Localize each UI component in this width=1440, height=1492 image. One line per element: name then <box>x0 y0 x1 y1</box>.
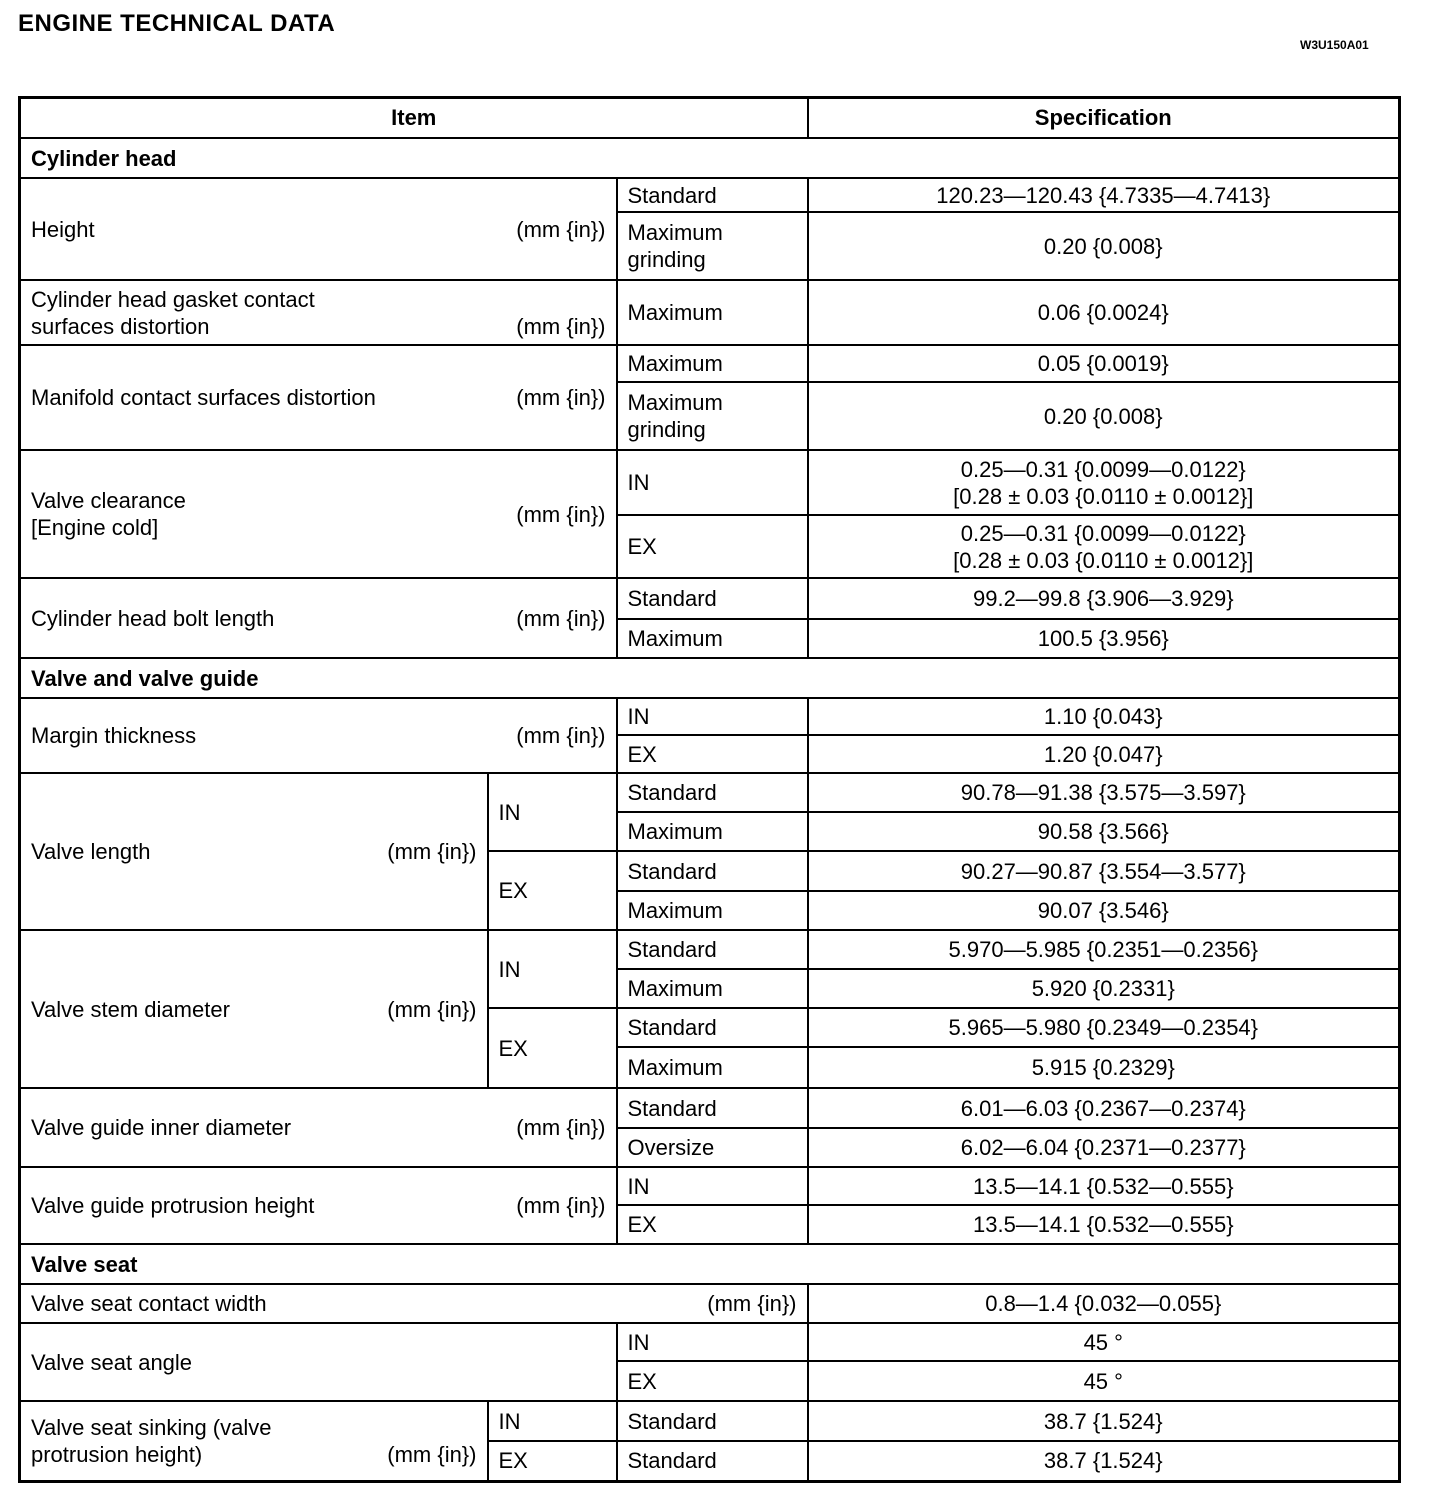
condition-label: EX <box>617 735 808 773</box>
item-label: Cylinder head bolt length <box>31 605 275 631</box>
spec-value: 38.7 {1.524} <box>808 1401 1400 1441</box>
spec-value: 5.970—5.985 {0.2351—0.2356} <box>808 930 1400 969</box>
item-height <box>20 178 617 280</box>
section-cylinder-head: Cylinder head <box>20 138 1400 178</box>
spec-value: 0.20 {0.008} <box>808 212 1400 280</box>
condition-label: Standard <box>617 930 808 969</box>
item-seat-sinking <box>20 1401 488 1481</box>
item-valve-length <box>20 773 488 930</box>
header-spec: Specification <box>808 98 1400 139</box>
item-manifold <box>20 345 617 450</box>
spec-value: 0.25—0.31 {0.0099—0.0122} [0.28 ± 0.03 {0.0110 ± 0.0012}] <box>808 515 1400 578</box>
unit-label: (mm {in}) <box>516 1193 606 1218</box>
unit-label: (mm {in}) <box>387 839 477 864</box>
condition-label: Maximum <box>617 619 808 658</box>
condition-label: Maximum <box>617 1047 808 1088</box>
spec-value: 0.25—0.31 {0.0099—0.0122} [0.28 ± 0.03 {0.0110 ± 0.0012}] <box>808 450 1400 515</box>
side-label: EX <box>488 1008 617 1088</box>
item-label: Margin thickness <box>31 723 197 748</box>
condition-label: Standard <box>617 1088 808 1128</box>
condition-label: IN <box>617 450 808 515</box>
spec-value: 45 ° <box>808 1361 1400 1401</box>
item-gasket <box>20 280 617 345</box>
header-item: Item <box>20 98 808 139</box>
spec-value: 5.915 {0.2329} <box>808 1047 1400 1088</box>
item-label: Valve guide inner diameter <box>31 1115 292 1140</box>
condition-label: Oversize <box>617 1128 808 1167</box>
section-valve-guide: Valve and valve guide <box>20 658 1400 698</box>
spec-value: 99.2—99.8 {3.906—3.929} <box>808 578 1400 619</box>
condition-label: Maximum <box>617 280 808 345</box>
spec-value: 0.05 {0.0019} <box>808 345 1400 382</box>
spec-value: 90.58 {3.566} <box>808 812 1400 851</box>
spec-value: 5.920 {0.2331} <box>808 969 1400 1008</box>
condition-label: IN <box>617 1323 808 1361</box>
item-label: Valve seat contact width <box>31 1291 267 1316</box>
unit-label: (mm {in}) <box>516 501 606 527</box>
spec-value: 6.01—6.03 {0.2367—0.2374} <box>808 1088 1400 1128</box>
item-stem-diameter <box>20 930 488 1088</box>
condition-label: Maximum <box>617 891 808 930</box>
spec-value: 13.5—14.1 {0.532—0.555} <box>808 1167 1400 1205</box>
condition-label: Maximum <box>617 345 808 382</box>
spec-value: 90.27—90.87 {3.554—3.577} <box>808 851 1400 891</box>
condition-label: Maximum grinding <box>617 382 808 450</box>
item-seat-angle: Valve seat angle <box>20 1323 617 1401</box>
unit-label: (mm {in}) <box>516 1115 606 1140</box>
unit-label: (mm {in}) <box>707 1291 797 1316</box>
item-valve-clearance <box>20 450 617 578</box>
spec-value: 0.8—1.4 {0.032—0.055} <box>808 1284 1400 1323</box>
spec-value: 0.20 {0.008} <box>808 382 1400 450</box>
document-code: W3U150A01 <box>1300 38 1369 52</box>
item-bolt-length <box>20 578 617 658</box>
table-row <box>20 178 1400 212</box>
condition-label: Standard <box>617 578 808 619</box>
condition-label: IN <box>617 1167 808 1205</box>
spec-value: 0.06 {0.0024} <box>808 280 1400 345</box>
unit-label: (mm {in}) <box>516 216 606 242</box>
spec-value: 1.10 {0.043} <box>808 698 1400 735</box>
unit-label: (mm {in}) <box>387 1441 477 1467</box>
spec-value: 38.7 {1.524} <box>808 1441 1400 1481</box>
item-seat-width <box>20 1284 808 1323</box>
unit-label: (mm {in}) <box>516 385 606 410</box>
item-label: Cylinder head gasket contact surfaces distortion <box>31 286 315 339</box>
table-header <box>20 98 1400 139</box>
section-valve-seat: Valve seat <box>20 1244 1400 1284</box>
side-label: EX <box>488 1441 617 1481</box>
side-label: EX <box>488 851 617 930</box>
condition-label: EX <box>617 515 808 578</box>
condition-label: Standard <box>617 773 808 812</box>
condition-label: Maximum grinding <box>617 212 808 280</box>
item-label: Valve clearance [Engine cold] <box>31 488 186 540</box>
condition-label: Standard <box>617 1441 808 1481</box>
condition-label: Standard <box>617 1008 808 1047</box>
spec-value: 100.5 {3.956} <box>808 619 1400 658</box>
item-guide-protrusion <box>20 1167 617 1244</box>
spec-value: 6.02—6.04 {0.2371—0.2377} <box>808 1128 1400 1167</box>
spec-value: 90.07 {3.546} <box>808 891 1400 930</box>
item-guide-inner <box>20 1088 617 1167</box>
condition-label: Maximum <box>617 969 808 1008</box>
side-label: IN <box>488 773 617 851</box>
unit-label: (mm {in}) <box>516 605 606 631</box>
item-margin <box>20 698 617 773</box>
spec-value: 120.23—120.43 {4.7335—4.7413} <box>808 178 1400 212</box>
condition-label: Standard <box>617 851 808 891</box>
spec-value: 45 ° <box>808 1323 1400 1361</box>
engine-data-table <box>18 96 1401 1483</box>
condition-label: Standard <box>617 178 808 212</box>
unit-label: (mm {in}) <box>387 996 477 1022</box>
spec-value: 13.5—14.1 {0.532—0.555} <box>808 1205 1400 1244</box>
condition-label: EX <box>617 1205 808 1244</box>
unit-label: (mm {in}) <box>516 313 606 339</box>
side-label: IN <box>488 930 617 1008</box>
spec-value: 90.78—91.38 {3.575—3.597} <box>808 773 1400 812</box>
condition-label: EX <box>617 1361 808 1401</box>
unit-label: (mm {in}) <box>516 723 606 748</box>
item-label: Valve length <box>31 839 151 864</box>
item-label: Valve guide protrusion height <box>31 1193 315 1218</box>
item-label: Height <box>31 216 95 242</box>
item-label: Valve stem diameter <box>31 996 230 1022</box>
item-label: Manifold contact surfaces distortion <box>31 385 376 410</box>
item-label: Valve seat sinking (valve protrusion height) <box>31 1414 272 1467</box>
condition-label: IN <box>617 698 808 735</box>
condition-label: Maximum <box>617 812 808 851</box>
side-label: IN <box>488 1401 617 1441</box>
condition-label: Standard <box>617 1401 808 1441</box>
spec-value: 5.965—5.980 {0.2349—0.2354} <box>808 1008 1400 1047</box>
page-title: ENGINE TECHNICAL DATA <box>18 10 336 37</box>
spec-value: 1.20 {0.047} <box>808 735 1400 773</box>
